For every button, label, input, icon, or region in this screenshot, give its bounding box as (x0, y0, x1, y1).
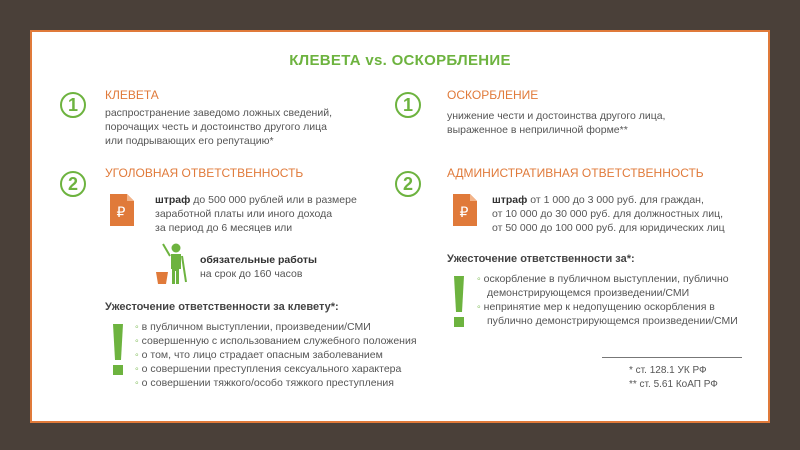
exclamation-icon (453, 276, 465, 328)
list-item: ◦ о совершении тяжкого/особо тяжкого преступления (135, 376, 417, 390)
list-item: ◦ о том, что лицо страдает опасным заболеванием (135, 348, 417, 362)
page-title: КЛЕВЕТА vs. ОСКОРБЛЕНИЕ (289, 52, 511, 69)
ruble-document-icon (453, 194, 477, 226)
footnotes: * ст. 128.1 УК РФ ** ст. 5.61 КоАП РФ (629, 365, 718, 390)
list-item: ◦ непринятие мер к недопущению оскорбления в публично демонстрирующемся произведении/СМИ (477, 300, 738, 328)
step-number-2-left: 2 (60, 171, 86, 197)
community-service-text: обязательные работы на срок до 160 часов (200, 254, 317, 280)
footnote-divider (602, 357, 742, 358)
defamation-aggravation-list (135, 320, 417, 390)
insult-heading: ОСКОРБЛЕНИЕ (447, 88, 539, 102)
criminal-fine-text: штраф до 500 000 рублей или в размере заработной платы или иного дохода за период до 6 месяцев или (155, 194, 357, 234)
list-item: ◦ оскорбление в публичном выступлении, публично демонстрирующемся произведении/СМИ (477, 272, 738, 300)
exclamation-icon (112, 324, 124, 376)
step-number-2-right: 2 (395, 171, 421, 197)
step-number-1-right: 1 (395, 92, 421, 118)
step-number-1-left: 1 (60, 92, 86, 118)
ruble-document-icon (110, 194, 134, 226)
defamation-aggravation-heading: Ужесточение ответственности за клевету*: (105, 301, 339, 313)
insult-aggravation-list (477, 272, 738, 328)
administrative-liability-heading: АДМИНИСТРАТИВНАЯ ОТВЕТСТВЕННОСТЬ (447, 166, 704, 180)
list-item: ◦ о совершении преступления сексуального характера (135, 362, 417, 376)
insult-definition: унижение чести и достоинства другого лица, выраженное в неприличной форме** (447, 110, 666, 136)
insult-aggravation-heading: Ужесточение ответственности за*: (447, 253, 635, 265)
janitor-icon (150, 242, 190, 286)
svg-text:₽: ₽ (459, 205, 469, 221)
administrative-fine-text: штраф от 1 000 до 3 000 руб. для граждан, от 10 000 до 30 000 руб. для должностных лиц, от 50 000 до 100 000 руб. для юридических лиц (492, 194, 725, 234)
list-item: ◦ совершенную с использованием служебного положения (135, 334, 417, 348)
list-item: ◦ в публичном выступлении, произведении/СМИ (135, 320, 417, 334)
criminal-liability-heading: УГОЛОВНАЯ ОТВЕТСТВЕННОСТЬ (105, 166, 304, 180)
defamation-definition: распространение заведомо ложных сведений, порочащих честь и достоинство другого лица или подрывающих его репутацию* (105, 107, 332, 147)
svg-text:₽: ₽ (116, 205, 126, 221)
defamation-heading: КЛЕВЕТА (105, 88, 159, 102)
infographic-card (30, 30, 770, 423)
